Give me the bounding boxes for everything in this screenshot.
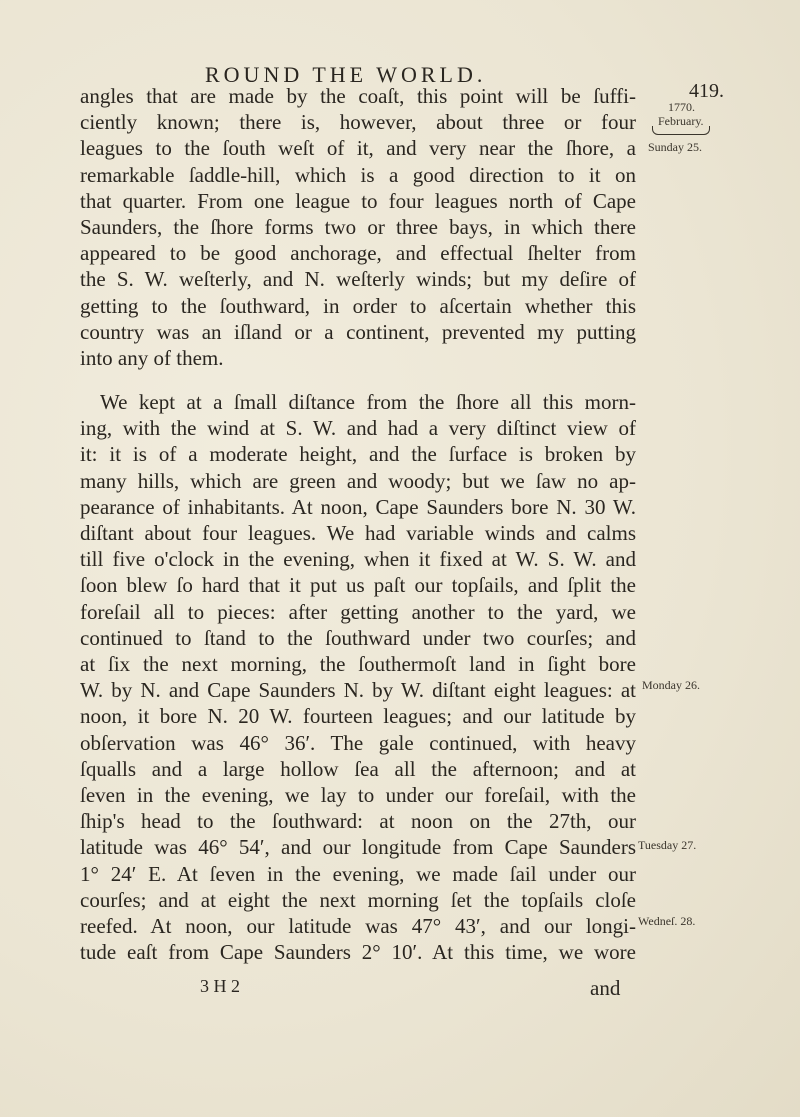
text-line: angles that are made by the coaſt, this point will be ſuffi-: [80, 84, 636, 108]
text-line: getting to the ſouthward, in order to aſcertain whether this: [80, 293, 636, 318]
margin-note-wednesday: Wedneſ. 28.: [638, 914, 696, 928]
text-line: pearance of inhabitants. At noon, Cape Saunders bore N. 30 W.: [80, 494, 636, 519]
text-line: leagues to the ſouth weſt of it, and very near the ſhore, a: [80, 136, 636, 161]
text-line: noon, it bore N. 20 W. fourteen leagues; and our latitude by: [80, 704, 636, 729]
text-line: obſervation was 46° 36′. The gale continued, with heavy: [80, 730, 636, 755]
text-line: ſeven in the evening, we lay to under our foreſail, with the: [80, 783, 636, 807]
signature-mark: 3 H 2: [200, 976, 240, 996]
text-line: ſhip's head to the ſouthward: at noon on the 27th, our: [80, 809, 636, 834]
margin-note-tuesday: Tuesday 27.: [638, 838, 697, 852]
text-line: latitude was 46° 54′, and our longitude from Cape Saunders: [80, 835, 636, 860]
catchword: and: [590, 976, 621, 1000]
text-line: reefed. At noon, our latitude was 47° 43′, and our longi-: [80, 914, 636, 938]
text-line: many hills, which are green and woody; but we ſaw no ap-: [80, 468, 636, 493]
margin-note-monday: Monday 26.: [642, 678, 700, 692]
running-head: ROUND THE WORLD.: [205, 62, 487, 87]
text-line: diſtant about four leagues. We had variable winds and calms: [80, 521, 636, 545]
text-line: courſes; and at eight the next morning ſet the topſails cloſe: [80, 887, 636, 912]
text-line: the S. W. weſterly, and N. weſterly winds; but my deſire of: [80, 267, 636, 292]
margin-note-year: 1770.: [668, 100, 695, 114]
text-line: We kept at a ſmall diſtance from the ſhore all this morn-: [100, 390, 636, 414]
text-line: Saunders, the ſhore forms two or three bays, in which there: [80, 215, 636, 239]
text-line: 1° 24′ E. At ſeven in the evening, we made ſail under our: [80, 861, 636, 886]
margin-note-sunday: Sunday 25.: [648, 140, 702, 154]
text-line: W. by N. and Cape Saunders N. by W. diſtant eight leagues: at: [80, 678, 636, 703]
text-line: it: it is of a moderate height, and the ſurface is broken by: [80, 442, 636, 467]
text-line: country was an iſland or a continent, prevented my putting: [80, 319, 636, 344]
text-line: into any of them.: [80, 346, 224, 370]
text-line: at ſix the next morning, the ſouthermoſt land in ſight bore: [80, 652, 636, 676]
text-line: tude eaſt from Cape Saunders 2° 10′. At this time, we wore: [80, 940, 636, 965]
text-line: remarkable ſaddle-hill, which is a good direction to it on: [80, 162, 636, 187]
text-line: foreſail all to pieces: after getting another to the yard, we: [80, 599, 636, 624]
page-number: 419.: [689, 80, 724, 102]
text-line: appeared to be good anchorage, and effectual ſhelter from: [80, 241, 636, 266]
text-line: that quarter. From one league to four leagues north of Cape: [80, 188, 636, 213]
brace-mark: [652, 126, 710, 135]
text-line: ſoon blew ſo hard that it put us paſt our topſails, and ſplit the: [80, 573, 636, 598]
text-line: ing, with the wind at S. W. and had a very diſtinct view of: [80, 416, 636, 441]
text-line: ſqualls and a large hollow ſea all the afternoon; and at: [80, 756, 636, 781]
text-line: ciently known; there is, however, about three or four: [80, 110, 636, 135]
text-line: continued to ſtand to the ſouthward under two courſes; and: [80, 625, 636, 650]
text-line: till five o'clock in the evening, when it fixed at W. S. W. and: [80, 547, 636, 572]
margin-note-month: February.: [658, 114, 704, 128]
